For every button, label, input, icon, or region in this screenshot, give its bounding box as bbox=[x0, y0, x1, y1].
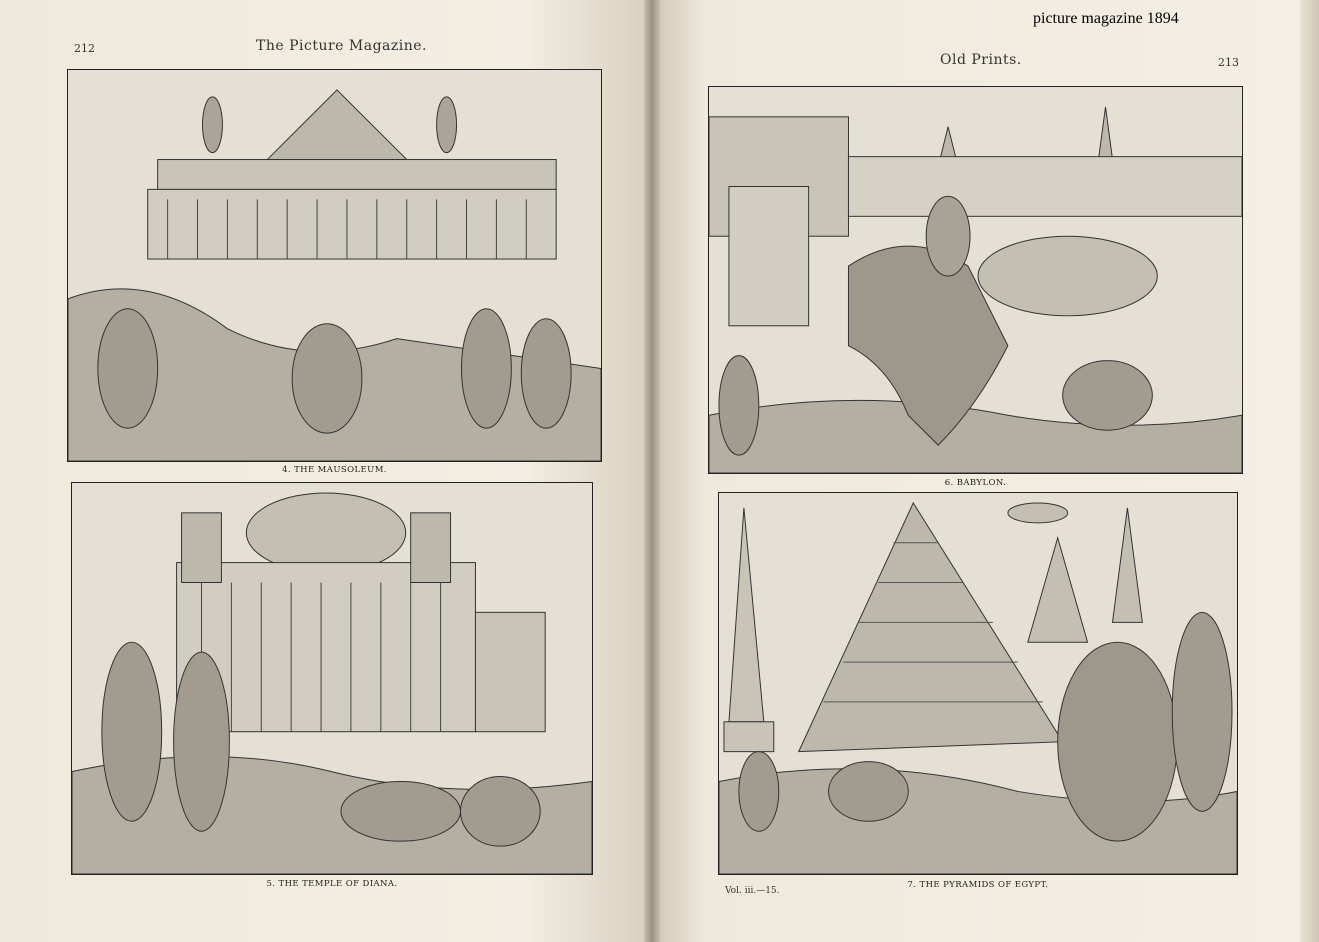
plate-babylon-engraving bbox=[708, 86, 1243, 474]
watermark-label: picture magazine 1894 bbox=[1033, 10, 1179, 27]
running-head-left: The Picture Magazine. bbox=[256, 38, 427, 54]
book-gutter bbox=[644, 0, 660, 942]
plate-temple-of-diana-engraving bbox=[71, 482, 593, 875]
page-edge bbox=[1300, 0, 1319, 942]
caption-pyramids-of-egypt: 7. THE PYRAMIDS OF EGYPT. bbox=[907, 880, 1049, 890]
page-number-right: 213 bbox=[1218, 56, 1239, 69]
plate-pyramids-of-egypt-engraving bbox=[718, 492, 1238, 875]
caption-babylon: 6. BABYLON. bbox=[944, 478, 1007, 488]
caption-temple-of-diana: 5. THE TEMPLE OF DIANA. bbox=[266, 879, 398, 889]
page-number-left: 212 bbox=[74, 42, 95, 55]
volume-note: Vol. iii.—15. bbox=[725, 886, 780, 896]
plate-mausoleum-engraving bbox=[67, 69, 602, 462]
caption-mausoleum: 4. THE MAUSOLEUM. bbox=[282, 465, 387, 475]
running-head-right: Old Prints. bbox=[940, 52, 1022, 68]
